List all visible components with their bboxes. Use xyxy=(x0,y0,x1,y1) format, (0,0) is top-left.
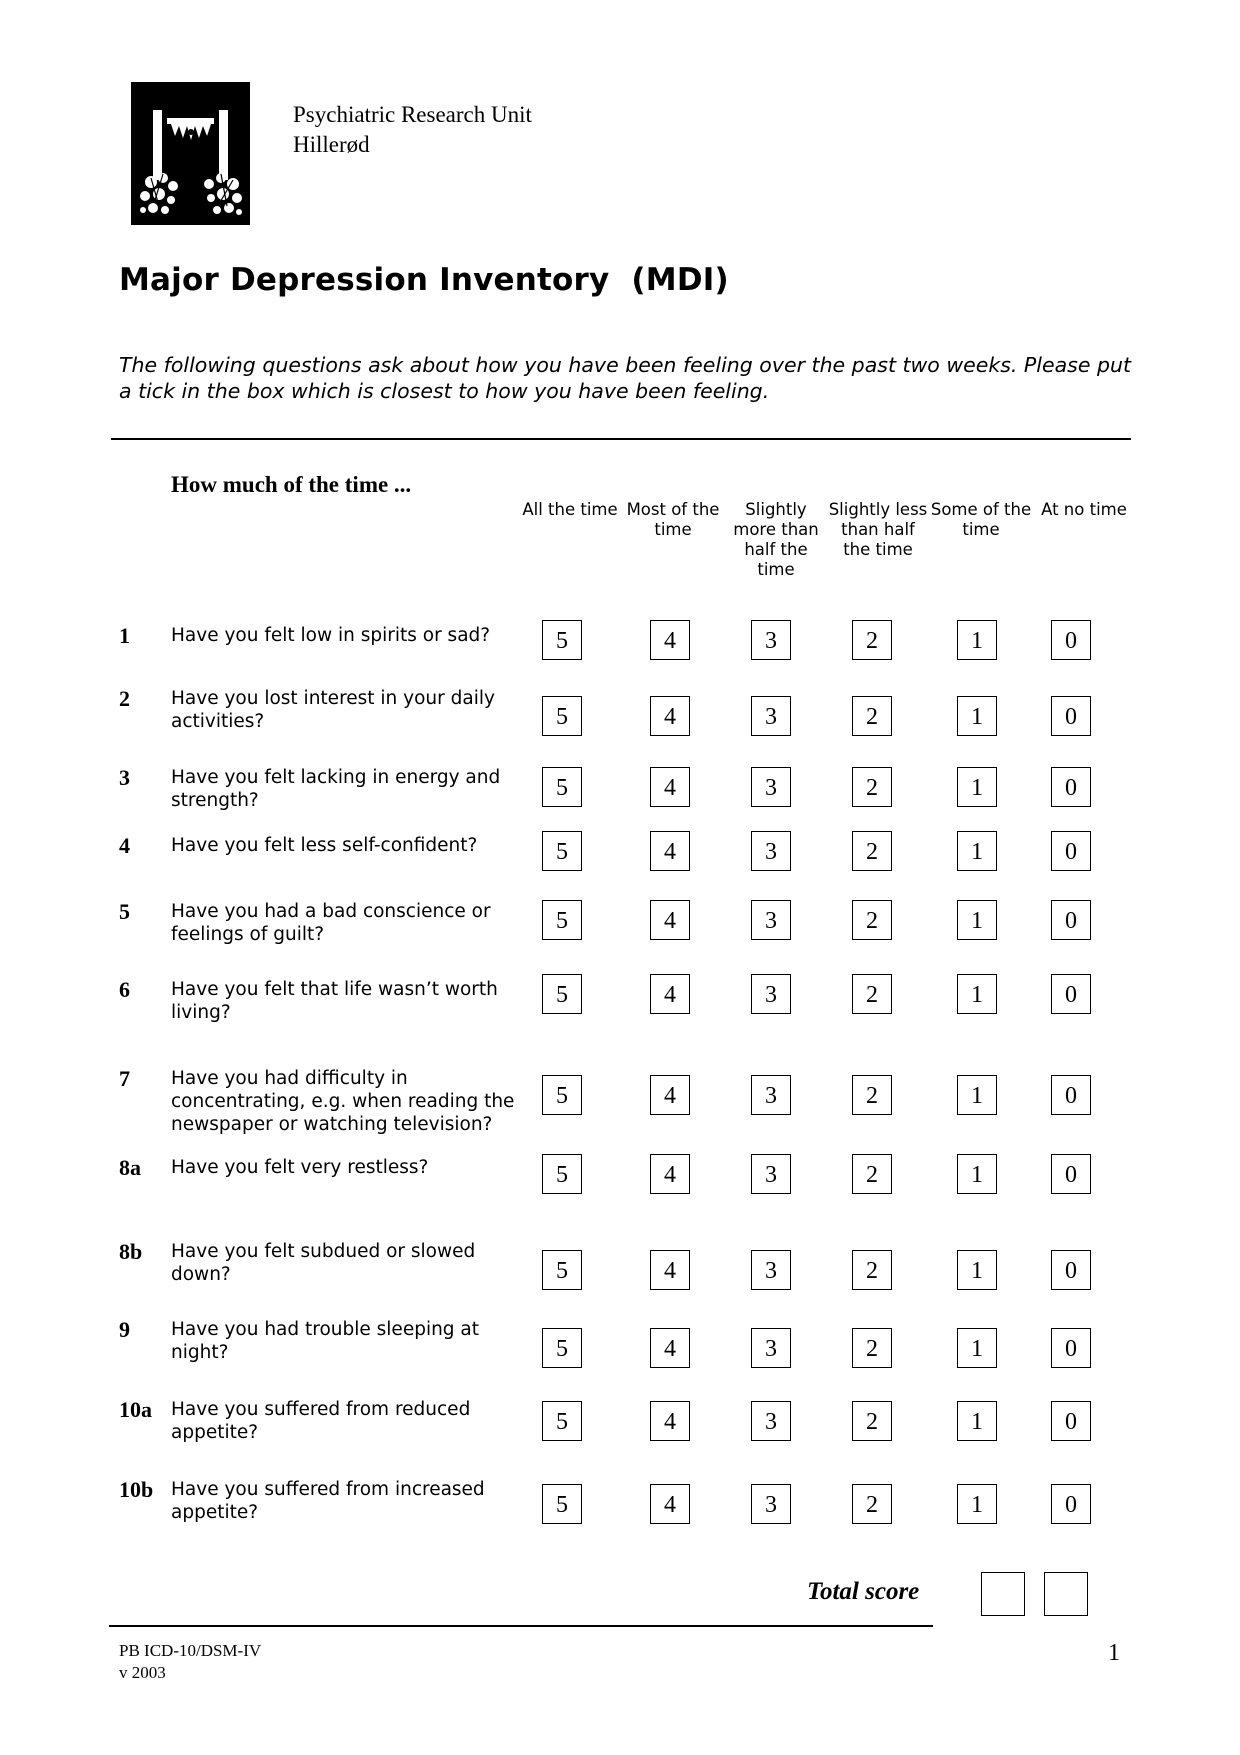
total-score-box-tens[interactable] xyxy=(981,1572,1025,1616)
answer-checkbox[interactable]: 4 xyxy=(650,1250,690,1290)
answer-checkbox[interactable]: 0 xyxy=(1051,1154,1091,1194)
answer-checkbox[interactable]: 0 xyxy=(1051,831,1091,871)
answer-checkbox[interactable]: 0 xyxy=(1051,974,1091,1014)
answer-checkbox[interactable]: 0 xyxy=(1051,620,1091,660)
answer-checkbox[interactable]: 0 xyxy=(1051,696,1091,736)
answer-checkbox[interactable]: 1 xyxy=(957,620,997,660)
answer-checkbox[interactable]: 2 xyxy=(852,767,892,807)
answer-checkbox[interactable]: 4 xyxy=(650,1154,690,1194)
answer-checkbox[interactable]: 2 xyxy=(852,1075,892,1115)
answer-checkbox[interactable]: 3 xyxy=(751,1075,791,1115)
answer-checkbox[interactable]: 1 xyxy=(957,1328,997,1368)
answer-checkbox[interactable]: 0 xyxy=(1051,900,1091,940)
answer-checkbox[interactable]: 2 xyxy=(852,1484,892,1524)
total-score-label: Total score xyxy=(807,1578,920,1605)
question-text: Have you felt that life wasn’t worth living? xyxy=(171,979,498,1023)
answer-checkbox[interactable]: 3 xyxy=(751,620,791,660)
answer-checkbox[interactable]: 1 xyxy=(957,767,997,807)
total-score-box-units[interactable] xyxy=(1044,1572,1088,1616)
footer-reference xyxy=(119,1640,261,1684)
column-header-most-of-the-time: Most of the time xyxy=(626,500,720,539)
answer-checkbox[interactable]: 5 xyxy=(542,696,582,736)
question-number: 4 xyxy=(119,833,130,858)
answer-checkbox[interactable]: 3 xyxy=(751,831,791,871)
question-stem: How much of the time ... xyxy=(171,472,412,497)
answer-checkbox[interactable]: 4 xyxy=(650,900,690,940)
answer-checkbox[interactable]: 5 xyxy=(542,900,582,940)
answer-checkbox[interactable]: 3 xyxy=(751,1484,791,1524)
answer-checkbox[interactable]: 0 xyxy=(1051,1250,1091,1290)
answer-checkbox[interactable]: 3 xyxy=(751,1250,791,1290)
bottom-divider xyxy=(109,1625,933,1627)
answer-checkbox[interactable]: 3 xyxy=(751,1328,791,1368)
answer-checkbox[interactable]: 5 xyxy=(542,1401,582,1441)
question-number: 10a xyxy=(119,1397,152,1422)
answer-checkbox[interactable]: 0 xyxy=(1051,1075,1091,1115)
footer-line-2: v 2003 xyxy=(119,1663,166,1682)
question-number: 5 xyxy=(119,899,130,924)
question-text: Have you had a bad conscience or feelings of guilt? xyxy=(171,901,491,945)
question-text: Have you felt very restless? xyxy=(171,1157,429,1178)
column-header-slightly-more-than-half: Slightly more than half the time xyxy=(733,500,819,579)
answer-checkbox[interactable]: 1 xyxy=(957,1250,997,1290)
answer-checkbox[interactable]: 4 xyxy=(650,1401,690,1441)
answer-checkbox[interactable]: 1 xyxy=(957,1484,997,1524)
answer-checkbox[interactable]: 0 xyxy=(1051,1484,1091,1524)
answer-checkbox[interactable]: 4 xyxy=(650,1328,690,1368)
answer-checkbox[interactable]: 3 xyxy=(751,696,791,736)
organization-line-2: Hillerød xyxy=(293,132,370,157)
question-text: Have you felt low in spirits or sad? xyxy=(171,625,491,646)
answer-checkbox[interactable]: 2 xyxy=(852,974,892,1014)
question-text: Have you suffered from increased appetite? xyxy=(171,1479,485,1523)
question-number: 10b xyxy=(119,1477,154,1502)
answer-checkbox[interactable]: 2 xyxy=(852,1401,892,1441)
answer-checkbox[interactable]: 1 xyxy=(957,974,997,1014)
answer-checkbox[interactable]: 4 xyxy=(650,974,690,1014)
answer-checkbox[interactable]: 1 xyxy=(957,1401,997,1441)
answer-checkbox[interactable]: 5 xyxy=(542,1484,582,1524)
column-header-some-of-the-time: Some of the time xyxy=(930,500,1032,539)
question-text: Have you suffered from reduced appetite? xyxy=(171,1399,471,1443)
column-header-all-the-time: All the time xyxy=(522,500,618,519)
question-number: 8b xyxy=(119,1239,143,1264)
organization-line-1: Psychiatric Research Unit xyxy=(293,102,532,127)
answer-checkbox[interactable]: 2 xyxy=(852,900,892,940)
answer-checkbox[interactable]: 2 xyxy=(852,620,892,660)
answer-checkbox[interactable]: 4 xyxy=(650,620,690,660)
question-number: 2 xyxy=(119,686,130,711)
answer-checkbox[interactable]: 5 xyxy=(542,1328,582,1368)
answer-checkbox[interactable]: 1 xyxy=(957,1075,997,1115)
question-number: 8a xyxy=(119,1155,141,1180)
institution-logo xyxy=(131,82,250,225)
answer-checkbox[interactable]: 4 xyxy=(650,696,690,736)
answer-checkbox[interactable]: 3 xyxy=(751,974,791,1014)
question-text: Have you felt less self-confident? xyxy=(171,835,478,856)
question-number: 3 xyxy=(119,765,130,790)
answer-checkbox[interactable]: 5 xyxy=(542,831,582,871)
answer-checkbox[interactable]: 5 xyxy=(542,1250,582,1290)
answer-checkbox[interactable]: 1 xyxy=(957,1154,997,1194)
answer-checkbox[interactable]: 2 xyxy=(852,1328,892,1368)
column-header-at-no-time: At no time xyxy=(1041,500,1127,519)
answer-checkbox[interactable]: 1 xyxy=(957,831,997,871)
answer-checkbox[interactable]: 1 xyxy=(957,900,997,940)
page-title: Major Depression Inventory (MDI) xyxy=(119,262,729,298)
question-text: Have you felt subdued or slowed down? xyxy=(171,1241,476,1285)
answer-checkbox[interactable]: 2 xyxy=(852,696,892,736)
answer-checkbox[interactable]: 0 xyxy=(1051,767,1091,807)
footer-line-1: PB ICD-10/DSM-IV xyxy=(119,1641,262,1660)
answer-checkbox[interactable]: 4 xyxy=(650,767,690,807)
answer-checkbox[interactable]: 3 xyxy=(751,1154,791,1194)
answer-checkbox[interactable]: 4 xyxy=(650,1075,690,1115)
answer-checkbox[interactable]: 5 xyxy=(542,767,582,807)
question-text: Have you had difficulty in concentrating, e.g. when reading the newspaper or watching television? xyxy=(171,1068,515,1135)
answer-checkbox[interactable]: 5 xyxy=(542,1075,582,1115)
answer-checkbox[interactable]: 2 xyxy=(852,1154,892,1194)
question-number: 6 xyxy=(119,977,130,1002)
question-number: 9 xyxy=(119,1317,130,1342)
question-number: 7 xyxy=(119,1066,130,1091)
top-divider xyxy=(111,438,1131,440)
answer-checkbox[interactable]: 2 xyxy=(852,831,892,871)
page-number: 1 xyxy=(1108,1640,1120,1666)
answer-checkbox[interactable]: 1 xyxy=(957,696,997,736)
answer-checkbox[interactable]: 5 xyxy=(542,1154,582,1194)
answer-checkbox[interactable]: 3 xyxy=(751,900,791,940)
answer-checkbox[interactable]: 4 xyxy=(650,831,690,871)
instructions: The following questions ask about how you have been feeling over the past two weeks. Please put a tick in the box which is closest to how you have been feeling. xyxy=(119,353,1132,403)
question-text: Have you felt lacking in energy and strength? xyxy=(171,767,501,811)
answer-checkbox[interactable]: 0 xyxy=(1051,1328,1091,1368)
answer-checkbox[interactable]: 0 xyxy=(1051,1401,1091,1441)
column-header-slightly-less-than-half: Slightly less than half the time xyxy=(828,500,928,559)
question-text: Have you lost interest in your daily activities? xyxy=(171,688,495,732)
answer-checkbox[interactable]: 2 xyxy=(852,1250,892,1290)
organization-name xyxy=(293,100,532,160)
question-number: 1 xyxy=(119,623,130,648)
answer-checkbox[interactable]: 3 xyxy=(751,767,791,807)
answer-checkbox[interactable]: 5 xyxy=(542,620,582,660)
answer-checkbox[interactable]: 3 xyxy=(751,1401,791,1441)
answer-checkbox[interactable]: 4 xyxy=(650,1484,690,1524)
answer-checkbox[interactable]: 5 xyxy=(542,974,582,1014)
question-text: Have you had trouble sleeping at night? xyxy=(171,1319,480,1363)
